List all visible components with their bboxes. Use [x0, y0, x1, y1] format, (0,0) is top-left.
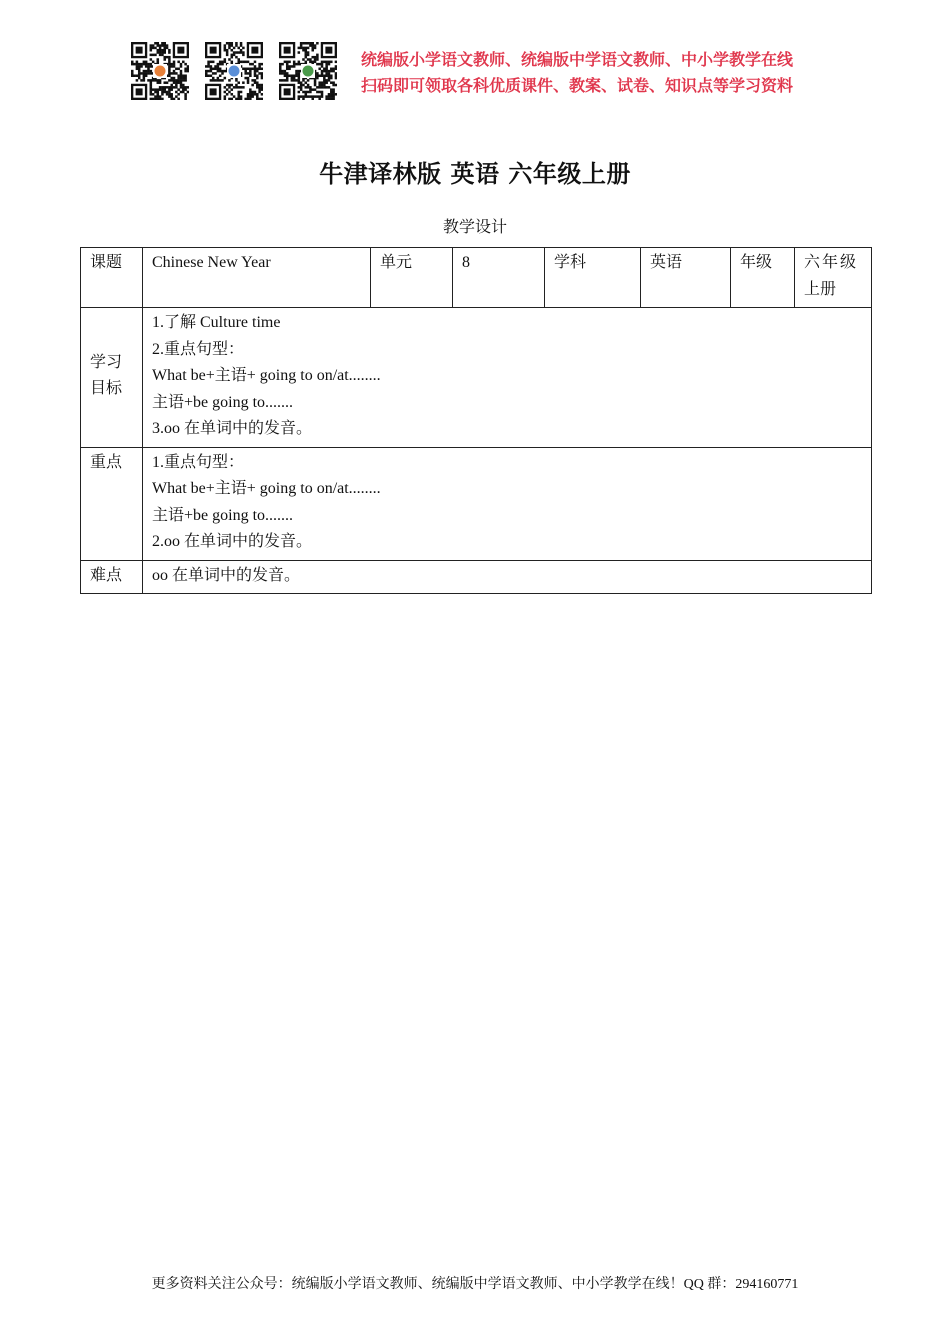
unit-value: 8 [453, 248, 545, 308]
qr-code-icon [131, 42, 189, 100]
objective-line: What be+主语+ going to on/at........ [152, 367, 381, 384]
grade-label: 年级 [731, 248, 795, 308]
grade-value-line-2: 上册 [804, 280, 837, 298]
key-point-line: 2.oo 在单词中的发音。 [152, 533, 313, 550]
difficulties-content [143, 560, 872, 594]
objective-line: 主语+be going to....... [152, 393, 294, 411]
key-points-row [81, 447, 872, 560]
promo-text [361, 47, 793, 99]
key-points-label: 重点 [81, 447, 143, 560]
difficulties-row [81, 560, 872, 594]
objective-line: 2.重点句型： [152, 340, 245, 358]
key-point-line: 1.重点句型： [152, 453, 245, 471]
header-banner [131, 42, 831, 102]
promo-line-1: 统编版小学语文教师、统编版中学语文教师、中小学教学在线 [361, 50, 794, 69]
objectives-label-line-2: 目标 [90, 380, 123, 398]
objective-line: 1.了解 Culture time [152, 314, 281, 331]
subject-label: 学科 [545, 248, 641, 308]
key-point-line: What be+主语+ going to on/at........ [152, 480, 381, 497]
difficulties-label: 难点 [81, 560, 143, 594]
objectives-label-line-1: 学习 [90, 353, 123, 371]
qr-code-icon [205, 42, 263, 100]
grade-value [795, 248, 872, 308]
lesson-plan-table [80, 247, 872, 594]
objective-line: 3.oo 在单词中的发音。 [152, 420, 313, 437]
header-row [81, 248, 872, 308]
difficulty-line: oo 在单词中的发音。 [152, 566, 301, 584]
grade-value-line-1: 六年级 [804, 254, 859, 271]
topic-label: 课题 [81, 248, 143, 308]
objectives-content [143, 308, 872, 448]
document-title: 牛津译林版 英语 六年级上册 [319, 160, 631, 188]
page-footer: 更多资料关注公众号：统编版小学语文教师、统编版中学语文教师、中小学教学在线！QQ 群：294160771 [151, 1277, 799, 1292]
objectives-label [81, 308, 143, 448]
qr-code-icon [279, 42, 337, 100]
key-points-content [143, 447, 872, 560]
promo-line-2: 扫码即可领取各科优质课件、教案、试卷、知识点等学习资料 [361, 76, 794, 95]
unit-label: 单元 [371, 248, 453, 308]
subject-value: 英语 [641, 248, 731, 308]
objectives-row [81, 308, 872, 448]
topic-value: Chinese New Year [143, 248, 371, 308]
key-point-line: 主语+be going to....... [152, 506, 294, 524]
document-subtitle: 教学设计 [442, 219, 507, 236]
